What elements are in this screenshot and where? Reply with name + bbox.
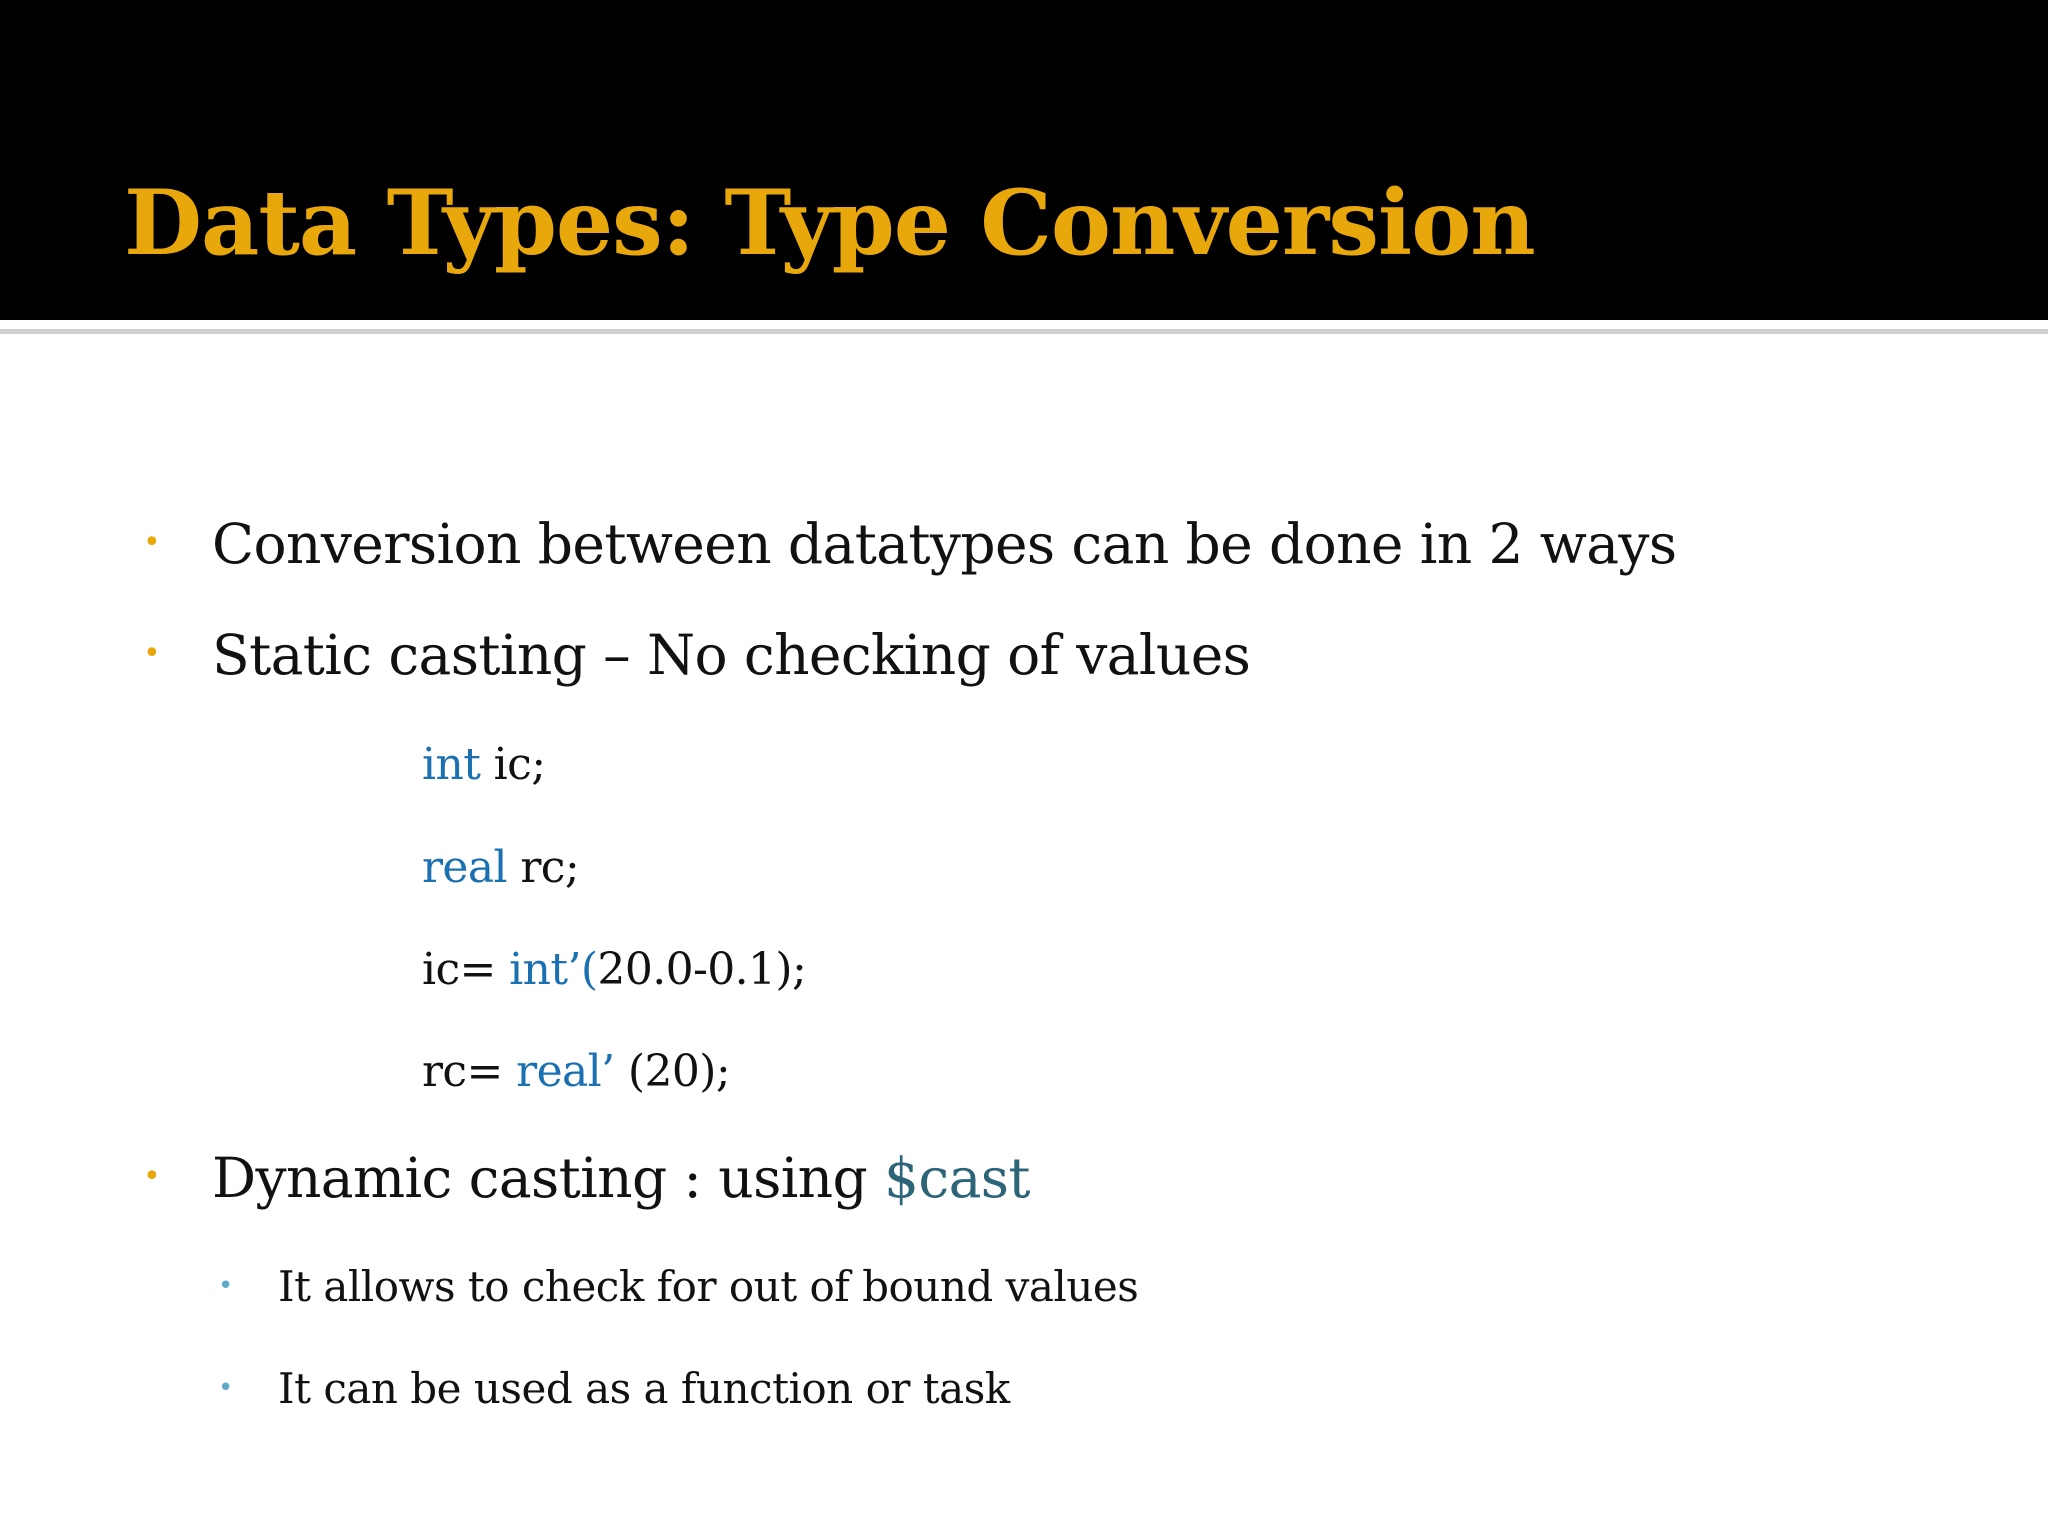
code-keyword: int — [422, 739, 481, 790]
code-keyword: real’ — [516, 1046, 615, 1097]
code-text: 20.0-0.1); — [597, 944, 807, 995]
code-line-real-decl — [422, 840, 579, 896]
sub-bullet-dot: • — [218, 1271, 234, 1301]
code-keyword: int’( — [509, 944, 598, 995]
slide-title: Data Types: Type Conversion — [124, 170, 1535, 276]
system-task-name: $cast — [884, 1146, 1030, 1210]
title-divider-white — [0, 320, 2048, 324]
code-text: (20); — [614, 1046, 731, 1097]
bullet-dot: • — [143, 1159, 161, 1194]
code-text: ic; — [480, 739, 546, 790]
code-text: ic= — [422, 944, 510, 995]
code-keyword: real — [422, 842, 507, 893]
bullet-static-casting: Static casting – No checking of values — [212, 623, 1251, 687]
sub-bullet-dot: • — [218, 1373, 234, 1403]
bullet-dot: • — [143, 525, 161, 560]
bullet-dynamic-casting — [212, 1143, 1030, 1213]
code-text: rc; — [506, 842, 580, 893]
code-line-int-decl — [422, 737, 545, 793]
sub-bullet-out-of-bound: It allows to check for out of bound values — [278, 1262, 1139, 1311]
bullet-text: Dynamic casting : using — [212, 1146, 884, 1210]
code-line-int-cast — [422, 942, 806, 998]
code-line-real-cast — [422, 1044, 730, 1100]
bullet-dot: • — [143, 636, 161, 671]
bullet-conversion-ways: Conversion between datatypes can be done in 2 ways — [212, 512, 1677, 576]
code-text: rc= — [422, 1046, 517, 1097]
title-divider-gray — [0, 329, 2048, 334]
sub-bullet-function-or-task: It can be used as a function or task — [278, 1364, 1010, 1413]
